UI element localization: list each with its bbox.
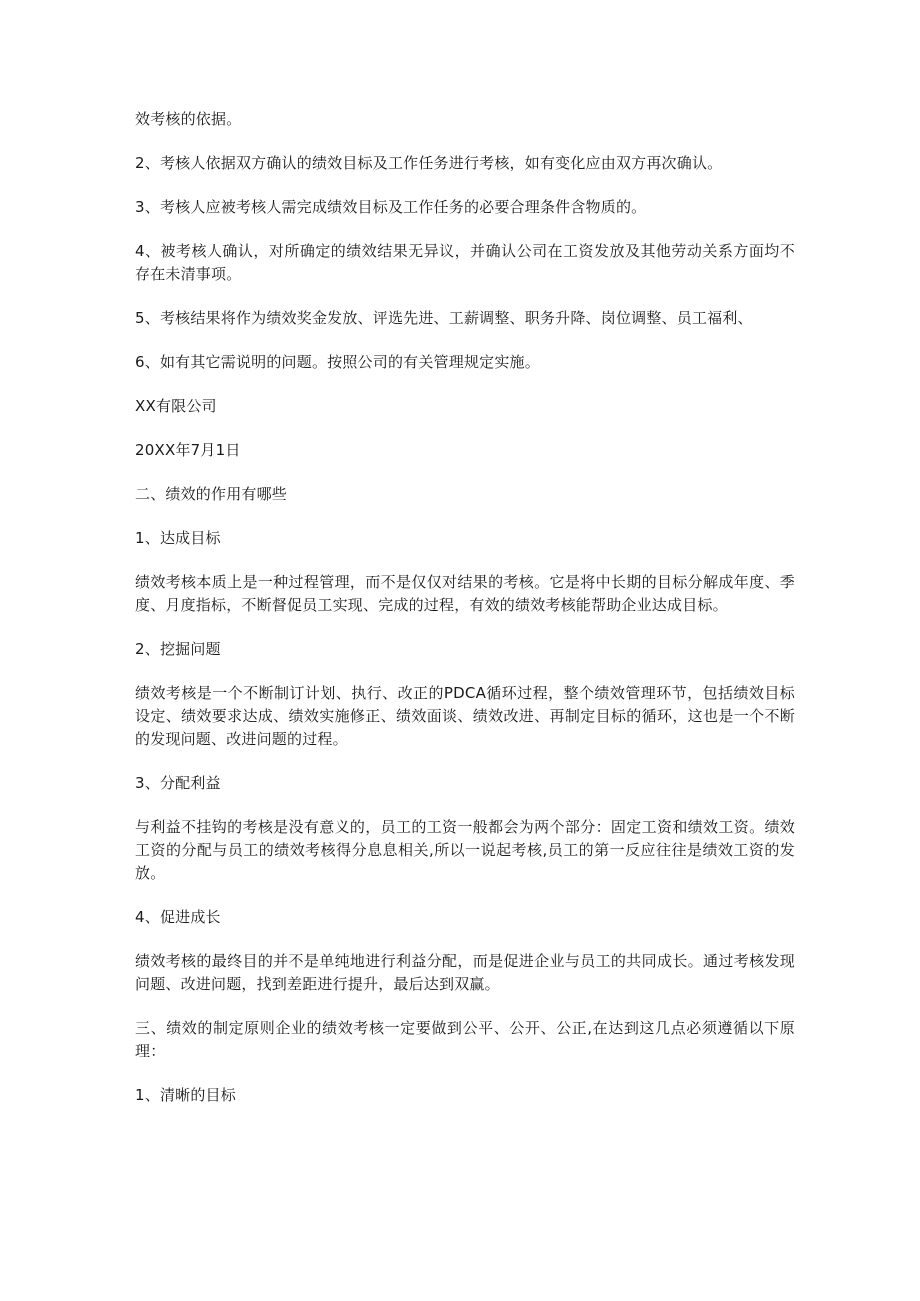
subheading-clear-goals: 1、清晰的目标 bbox=[135, 1086, 236, 1104]
company-name: XX有限公司 bbox=[135, 397, 217, 415]
clause-4: 4、被考核人确认，对所确定的绩效结果无异议，并确认公司在工资发放及其他劳动关系方面均不存在未清事项。 bbox=[135, 242, 795, 283]
section-heading-2: 二、绩效的作用有哪些 bbox=[135, 485, 288, 503]
clause-3: 3、考核人应被考核人需完成绩效目标及工作任务的必要合理条件含物质的。 bbox=[135, 198, 647, 216]
subheading-distribute-benefits: 3、分配利益 bbox=[135, 774, 221, 792]
paragraph-promote-growth: 绩效考核的最终目的并不是单纯地进行利益分配，而是促进企业与员工的共同成长。通过考核发现问题、改进问题，找到差距进行提升，最后达到双赢。 bbox=[135, 952, 795, 993]
paragraph-find-problems: 绩效考核是一个不断制订计划、执行、改正的PDCA循环过程，整个绩效管理环节，包括绩效目标设定、绩效要求达成、绩效实施修正、绩效面谈、绩效改进、再制定目标的循环，这也是一个不断的发现问题、改进问题的过程。 bbox=[135, 684, 795, 748]
paragraph-continuation: 效考核的依据。 bbox=[135, 110, 242, 128]
clause-6: 6、如有其它需说明的问题。按照公司的有关管理规定实施。 bbox=[135, 353, 540, 371]
subheading-promote-growth: 4、促进成长 bbox=[135, 908, 221, 926]
paragraph-achieve-goals: 绩效考核本质上是一种过程管理，而不是仅仅对结果的考核。它是将中长期的目标分解成年度、季度、月度指标，不断督促员工实现、完成的过程，有效的绩效考核能帮助企业达成目标。 bbox=[135, 573, 795, 614]
section-heading-3: 三、绩效的制定原则企业的绩效考核一定要做到公平、公开、公正,在达到这几点必须遵循以下原理： bbox=[135, 1019, 795, 1060]
document-body bbox=[135, 108, 795, 1128]
subheading-find-problems: 2、挖掘问题 bbox=[135, 640, 221, 658]
clause-2: 2、考核人依据双方确认的绩效目标及工作任务进行考核，如有变化应由双方再次确认。 bbox=[135, 154, 723, 172]
subheading-achieve-goals: 1、达成目标 bbox=[135, 529, 221, 547]
clause-5: 5、考核结果将作为绩效奖金发放、评选先进、工薪调整、职务升降、岗位调整、员工福利、 bbox=[135, 309, 753, 327]
paragraph-distribute-benefits: 与利益不挂钩的考核是没有意义的，员工的工资一般都会为两个部分：固定工资和绩效工资。绩效工资的分配与员工的绩效考核得分息息相关,所以一说起考核,员工的第一反应往往是绩效工资的发放。 bbox=[135, 818, 795, 882]
document-date: 20XX年7月1日 bbox=[135, 441, 241, 459]
